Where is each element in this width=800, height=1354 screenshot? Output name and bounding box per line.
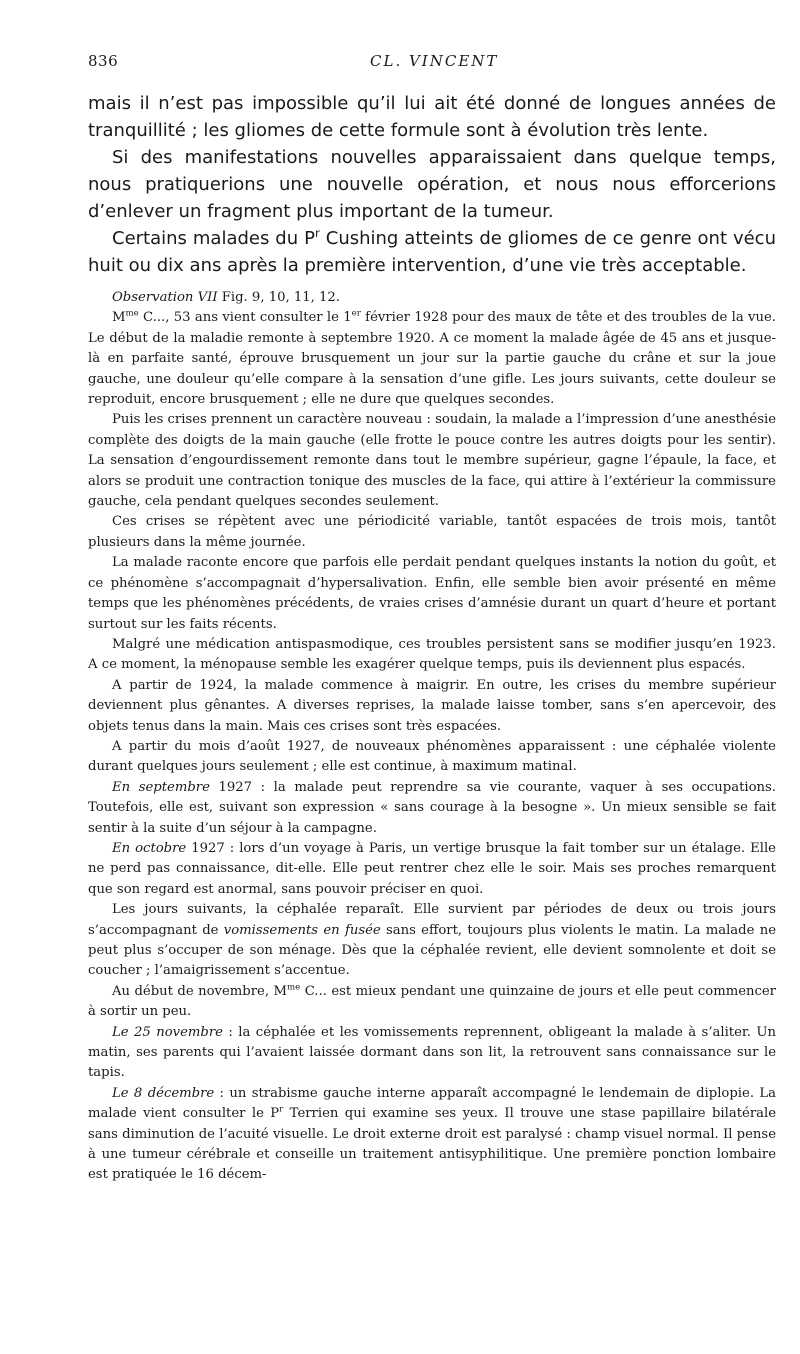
running-head: CL. VINCENT xyxy=(370,52,499,70)
superscript: me xyxy=(287,982,301,993)
date-label: Le 8 décembre xyxy=(112,1085,215,1101)
text-run: sans effort, toujours plus violents le matin. La malade ne peut plus s’occuper de son ménage. Dès que la céphalée revient, elle devient somnolente et doit se coucher ; l’amaigrissement s’accentue. xyxy=(88,922,776,979)
figure-refs: Fig. 9, 10, 11, 12. xyxy=(221,290,341,305)
text-run: Cushing atteints de gliomes de ce genre ont vécu huit ou dix ans après la première intervention, d’une vie très acceptable. xyxy=(88,228,776,276)
paragraph: Ces crises se répètent avec une périodicité variable, tantôt espacées de trois mois, tantôt plusieurs dans la même journée. xyxy=(88,514,776,550)
page-header xyxy=(88,52,760,74)
paragraph xyxy=(88,900,776,982)
text-run: : un strabisme gauche interne apparaît accompagné le lendemain de diplopie. La malade vient consulter le P xyxy=(88,1085,776,1122)
date-label: Le 25 novembre xyxy=(112,1024,223,1040)
paragraph xyxy=(88,778,776,839)
text-run: février 1928 pour des maux de tête et des troubles de la vue. Le début de la maladie remonte à septembre 1920. A ce moment la malade âgée de 45 ans et jusque-là en parfaite santé, éprouve brusquement un jour sur la partie gauche du crâne et sur la joue gauche, une douleur qu’elle compare à la sensation d’une gifle. Les jours suivants, cette douleur se reproduit, encore brusquement ; elle ne dure que quelques secondes. xyxy=(88,310,776,408)
paragraph: mais il n’est pas impossible qu’il lui ait été donné de longues années de tranquillité ; les gliomes de cette formule sont à évolution très lente. xyxy=(88,93,776,141)
paragraph xyxy=(88,308,776,410)
text-run: 1927 : lors d’un voyage à Paris, un vertige brusque la fait tomber sur un étalage. Elle ne perd pas connaissance, dit-elle. Elle peut rentrer chez elle le soir. Mais ses proches remarquent que son regard est anormal, sans pouvoir préciser en quoi. xyxy=(88,840,776,897)
paragraph: La malade raconte encore que parfois elle perdait pendant quelques instants la notion du goût, et ce phénomène s’accompagnait d’hypersalivation. Enfin, elle semble bien avoir présenté en même temps que les phénomènes précédents, de vraies crises d’amnésie durant un quart d’heure et portant surtout sur les faits récents. xyxy=(88,555,776,632)
paragraph: Malgré une médication antispasmodique, ces troubles persistent sans se modifier jusqu’en 1923. A ce moment, la ménopause semble les exagérer quelque temps, puis ils deviennent plus espacés. xyxy=(88,636,776,673)
page-number: 836 xyxy=(88,52,119,70)
large-text-block xyxy=(88,90,776,279)
text-run: C..., 53 ans vient consulter le 1 xyxy=(138,310,352,326)
text-run: M xyxy=(112,310,126,326)
paragraph xyxy=(88,982,776,1023)
text-run: : la céphalée et les vomissements reprennent, obligeant la malade à s’aliter. Un matin, ses parents qui l’avaient laissée dormant dans son lit, la retrouvent sans connaissance sur le tapis. xyxy=(88,1024,776,1081)
date-label: En septembre xyxy=(112,779,210,795)
superscript: er xyxy=(351,309,361,320)
superscript: r xyxy=(314,226,320,240)
paragraph: Si des manifestations nouvelles apparaissaient dans quelque temps, nous pratiquerions une nouvelle opération, et nous nous efforcerions d’enlever un fragment plus important de la tumeur. xyxy=(88,147,776,222)
text-run: C... est mieux pendant une quinzaine de jours et elle peut commencer à sortir un peu. xyxy=(88,983,776,1020)
text-run: 1927 : la malade peut reprendre sa vie courante, vaquer à ses occupations. Toutefois, elle est, suivant son expression « sans courage à la besogne ». Un mieux sensible se fait sentir à la suite d’un séjour à la campagne. xyxy=(88,779,776,836)
text-run: Terrien qui examine ses yeux. Il trouve une stase papillaire bilatérale sans diminution de l’acuité visuelle. Le droit externe droit est paralysé : champ visuel normal. Il pense à une tumeur cérébrale et conseille un traitement antisyphilitique. Une première ponction lombaire est pratiquée le 16 décem- xyxy=(88,1106,777,1183)
paragraph: A partir de 1924, la malade commence à maigrir. En outre, les crises du membre supérieur deviennent plus gênantes. A diverses reprises, la malade laisse tomber, sans s’en apercevoir, des objets tenus dans la main. Mais ces crises sont très espacées. xyxy=(88,677,776,734)
text-run: Certains malades du P xyxy=(112,228,315,249)
paragraph xyxy=(88,1084,776,1186)
observation-title: Observation VII xyxy=(112,290,218,305)
emphasis: vomissements en fusée xyxy=(223,922,381,938)
text-run: Au début de novembre, M xyxy=(112,983,288,999)
paragraph: A partir du mois d’août 1927, de nouveaux phénomènes apparaissent : une céphalée violente durant quelques jours seulement ; elle est continue, à maximum matinal. xyxy=(88,738,776,775)
superscript: me xyxy=(125,309,139,320)
paragraph: Puis les crises prennent un caractère nouveau : soudain, la malade a l’impression d’une anesthésie complète des doigts de la main gauche (elle frotte le pouce contre les autres doigts pour les sentir). La sensation d’engourdissement remonte dans tout le membre supérieur, gagne l’épaule, la face, et alors se produit une contraction tonique des muscles de la face, qui attire à l’extérieur la commissure gauche, cela pendant quelques secondes seulement. xyxy=(88,412,776,510)
paragraph xyxy=(88,1023,776,1084)
superscript: r xyxy=(279,1104,284,1115)
paragraph xyxy=(88,839,776,900)
observation-heading xyxy=(88,288,776,308)
text-run: Les jours suivants, la céphalée reparaît. Elle survient par périodes de deux ou trois jours s’accompagnant de xyxy=(88,902,776,938)
observation-block xyxy=(88,288,776,1186)
paragraph xyxy=(88,225,776,279)
date-label: En octobre xyxy=(112,840,187,856)
